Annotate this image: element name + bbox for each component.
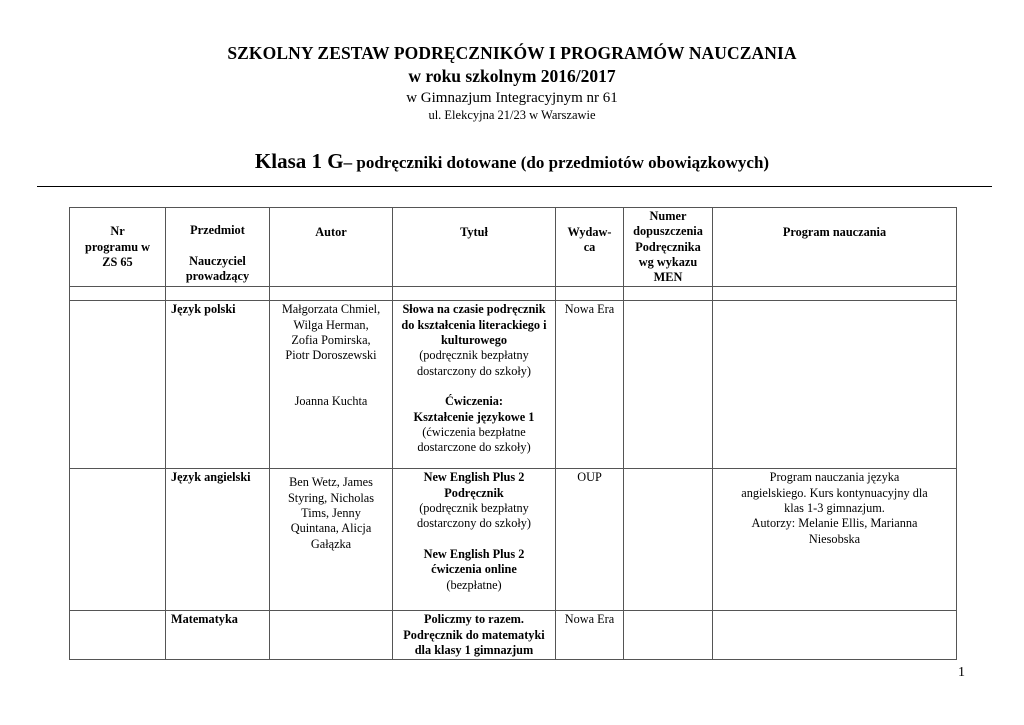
- heading-divider: [37, 186, 992, 187]
- textbook-table: [69, 207, 957, 660]
- header-program: Program nauczania: [713, 208, 957, 287]
- document-title: SZKOLNY ZESTAW PODRĘCZNIKÓW I PROGRAMÓW NAUCZANIA: [227, 43, 797, 63]
- publisher-cell: Nowa Era: [556, 301, 624, 469]
- author-cell: Małgorzata Chmiel, Wilga Herman, Zofia Pomirska, Piotr Doroszewski Joanna Kuchta: [270, 301, 393, 469]
- header-program-number: Nr programu w ZS 65: [70, 208, 166, 287]
- title-cell: Słowa na czasie podręcznik do kształcenia literackiego i kulturowego (podręcznik bezpłatny dostarczony do szkoły) Ćwiczenia: Kształcenie językowe 1 (ćwiczenia bezpłatne dostarczone do szkoły): [393, 301, 556, 469]
- header-title: Tytuł: [393, 208, 556, 287]
- header-author: Autor: [270, 208, 393, 287]
- table-header-row: [70, 208, 957, 287]
- subject-cell: Matematyka: [166, 611, 270, 660]
- class-heading: [0, 149, 1024, 174]
- header-approval-number: Numer dopuszczenia Podręcznika wg wykazu MEN: [624, 208, 713, 287]
- author-cell: Ben Wetz, James Styring, Nicholas Tims, Jenny Quintana, Alicja Gałązka: [270, 469, 393, 611]
- school-address: ul. Elekcyjna 21/23 w Warszawie: [428, 108, 596, 122]
- publisher-cell: Nowa Era: [556, 611, 624, 660]
- school-year: w roku szkolnym 2016/2017: [408, 66, 616, 86]
- spacer-row: [70, 287, 957, 301]
- title-cell: New English Plus 2 Podręcznik (podręcznik bezpłatny dostarczony do szkoły) New English Plus 2 ćwiczenia online (bezpłatne): [393, 469, 556, 611]
- table-row: [70, 611, 957, 660]
- class-title: Klasa 1 G: [254, 149, 344, 173]
- title-cell: Policzmy to razem. Podręcznik do matematyki dla klasy 1 gimnazjum: [393, 611, 556, 660]
- table-row: [70, 469, 957, 611]
- school-name: w Gimnazjum Integracyjnym nr 61: [406, 90, 618, 106]
- table-row: [70, 301, 957, 469]
- subject-cell: Język polski: [166, 301, 270, 469]
- publisher-cell: OUP: [556, 469, 624, 611]
- subject-cell: Język angielski: [166, 469, 270, 611]
- page-number: 1: [958, 665, 965, 680]
- header-subject-teacher: Przedmiot Nauczyciel prowadzący: [166, 208, 270, 287]
- header-publisher: Wydaw- ca: [556, 208, 624, 287]
- class-subtitle: – podręczniki dotowane (do przedmiotów obowiązkowych): [343, 153, 770, 172]
- program-cell: Program nauczania języka angielskiego. Kurs kontynuacyjny dla klas 1-3 gimnazjum. Autorzy: Melanie Ellis, Marianna Niesobska: [713, 469, 957, 611]
